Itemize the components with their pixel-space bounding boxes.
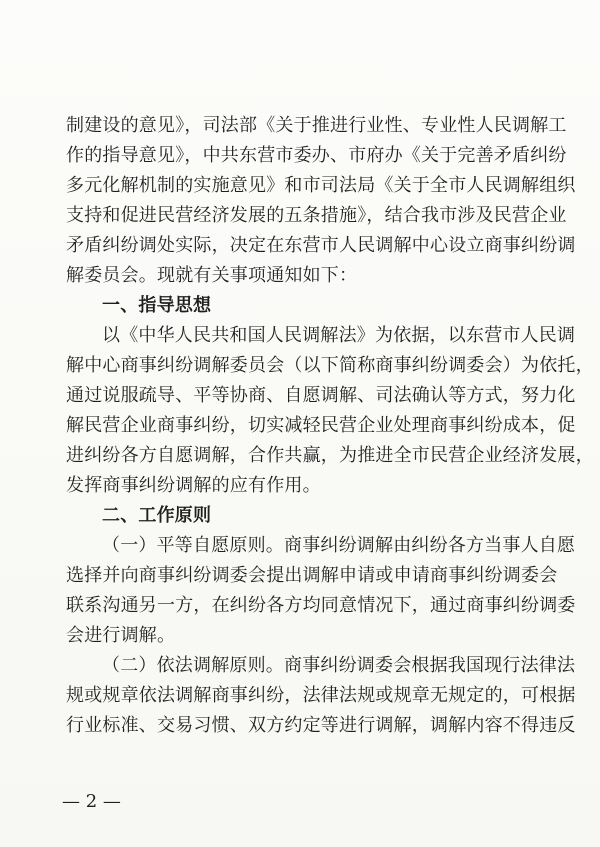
- body-line: 多元化解机制的实施意见》和市司法局《关于全市人民调解组织: [66, 175, 576, 196]
- body-line: 支持和促进民营经济发展的五条措施》，结合我市涉及民营企业: [66, 205, 567, 226]
- paragraph-start: 以《中华人民共和国人民调解法》为依据，以东营市人民调: [102, 325, 576, 346]
- body-line: 规或规章依法调解商事纠纷，法律法规或规章无规定的，可根据: [66, 685, 576, 706]
- body-line: 矛盾纠纷调处实际，决定在东营市人民调解中心设立商事纠纷调: [66, 235, 576, 256]
- body-line: 解民营企业商事纠纷，切实减轻民营企业处理商事纠纷成本，促: [66, 415, 576, 436]
- body-line: 通过说服疏导、平等协商、自愿调解、司法确认等方式，努力化: [66, 385, 576, 406]
- body-line: 制建设的意见》，司法部《关于推进行业性、专业性人民调解工: [66, 115, 567, 136]
- page-number: — 2 —: [62, 791, 121, 812]
- body-line: 会进行调解。: [66, 625, 176, 646]
- section-heading: 一、指导思想: [102, 295, 212, 316]
- body-line: 联系沟通另一方，在纠纷各方均同意情况下，通过商事纠纷调委: [66, 595, 576, 616]
- paragraph-start: （二）依法调解原则。商事纠纷调委会根据我国现行法律法: [102, 655, 576, 676]
- body-line: 作的指导意见》，中共东营市委办、市府办《关于完善矛盾纠纷: [66, 145, 567, 166]
- body-line: 选择并向商事纠纷调委会提出调解申请或申请商事纠纷调委会: [66, 565, 558, 586]
- document-body: [66, 111, 594, 741]
- section-heading: 二、工作原则: [102, 505, 212, 526]
- paragraph-start: （一）平等自愿原则。商事纠纷调解由纠纷各方当事人自愿: [102, 535, 576, 556]
- body-line: 发挥商事纠纷调解的应有作用。: [66, 475, 321, 496]
- body-line: 解中心商事纠纷调解委员会（以下简称商事纠纷调委会）为依托，: [66, 355, 594, 376]
- body-line: 解委员会。现就有关事项通知如下：: [66, 265, 358, 286]
- body-line: 进纠纷各方自愿调解，合作共赢，为推进全市民营企业经济发展，: [66, 445, 594, 466]
- body-line: 行业标准、交易习惯、双方约定等进行调解，调解内容不得违反: [66, 715, 576, 736]
